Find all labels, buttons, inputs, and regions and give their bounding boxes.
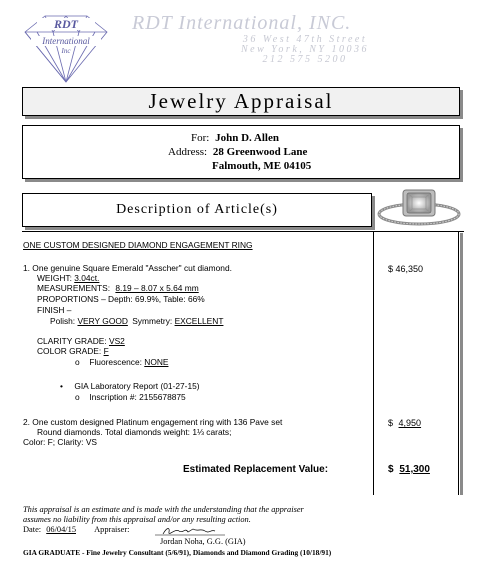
description-header [22, 193, 372, 227]
ring-photo [375, 186, 463, 228]
recipient-city: Falmouth, ME 04105 [212, 160, 312, 172]
company-address [40, 35, 500, 65]
polish-label: Polish: [50, 316, 76, 326]
table-shadow [460, 233, 463, 495]
title-banner [22, 87, 460, 116]
item2-line2: Round diamonds. Total diamonds weight: 1⅓ carats; [37, 427, 232, 437]
clarity-label: CLARITY GRADE: [37, 336, 107, 346]
total-amount: 51,300 [399, 464, 430, 475]
color-label: COLOR GRADE: [37, 346, 102, 356]
item1-inscription [75, 392, 186, 402]
appraiser-name: Jordan Noha, G.G. (GIA) [160, 537, 246, 546]
item1-polish [50, 316, 223, 326]
symmetry-value: EXCELLENT [174, 316, 224, 326]
disclaimer-line-2: assumes no liability from this appraisal and/or any resulting action. [23, 515, 251, 524]
recipient-box [22, 125, 460, 179]
item2-line3: Color: F; Clarity: VS [23, 437, 97, 447]
gia-report-text: GIA Laboratory Report (01-27-15) [74, 381, 200, 391]
price-column-divider [373, 231, 374, 495]
fluorescence-bullet: o [75, 357, 80, 367]
symmetry-label: Symmetry: [132, 316, 173, 326]
page-title: Jewelry Appraisal [148, 89, 334, 113]
inscription-text: Inscription #: 2155678875 [89, 392, 186, 402]
appraiser-signature [155, 525, 225, 537]
fluorescence-value: NONE [144, 357, 169, 367]
item1-proportions: PROPORTIONS – Depth: 69.9%, Table: 66% [37, 294, 205, 304]
logo-text-inc: Inc [61, 47, 71, 55]
item1-color [37, 346, 109, 356]
item1-measurements [37, 283, 199, 293]
table-right-border [458, 231, 459, 495]
item2-price-value: 4,950 [398, 418, 422, 428]
appraiser-credentials: GIA GRADUATE - Fine Jewelry Consultant (5/6/91), Diamonds and Diamond Grading (10/18/91) [23, 548, 332, 557]
recipient-street: 28 Greenwood Lane [212, 146, 308, 158]
inscription-bullet: o [75, 392, 80, 402]
item2-price [388, 418, 421, 428]
table-top-rule [22, 231, 464, 232]
appraiser-label: Appraiser: [94, 525, 130, 534]
item1-line: 1. One genuine Square Emerald "Asscher" cut diamond. [23, 263, 232, 273]
item2-price-symbol: $ [388, 418, 394, 428]
logo-text-bottom: International [42, 36, 90, 46]
logo-text-top: RDT [54, 17, 78, 31]
article-heading: ONE CUSTOM DESIGNED DIAMOND ENGAGEMENT RING [23, 240, 253, 250]
item1-finish: FINISH – [37, 305, 72, 315]
description-title: Description of Article(s) [116, 202, 278, 217]
item1-price: $ 46,350 [388, 264, 424, 274]
weight-value: 3.04ct. [74, 273, 100, 283]
measurements-label: MEASUREMENTS: [37, 283, 111, 293]
recipient-name: John D. Allen [215, 132, 279, 144]
total-value [388, 464, 430, 475]
item1-weight [37, 273, 99, 283]
gia-bullet: • [60, 381, 63, 391]
company-phone: 212 575 5200 [262, 54, 348, 65]
company-name: RDT International, INC. [132, 12, 352, 34]
date-value: 06/04/15 [46, 525, 77, 534]
address-line-1: 36 West 47th Street [242, 34, 368, 45]
measurements-value: 8.19 – 8.07 x 5.64 mm [115, 283, 199, 293]
item1-clarity [37, 336, 125, 346]
disclaimer-line-1: This appraisal is an estimate and is made with the understanding that the appraiser [23, 505, 304, 514]
for-label: For: [191, 132, 210, 144]
polish-value: VERY GOOD [77, 316, 128, 326]
total-symbol: $ [388, 464, 394, 475]
date-row [23, 525, 129, 535]
address-label: Address: [168, 146, 208, 158]
weight-label: WEIGHT: [37, 273, 72, 283]
item1-fluorescence [75, 357, 168, 367]
total-label: Estimated Replacement Value: [183, 464, 329, 475]
date-label: Date: [23, 525, 42, 534]
color-value: F [103, 346, 109, 356]
fluorescence-label: Fluorescence: [89, 357, 142, 367]
item2-line1: 2. One custom designed Platinum engagement ring with 136 Pave set [23, 417, 283, 427]
address-line-2: New York, NY 10036 [241, 44, 369, 55]
clarity-value: VS2 [108, 336, 125, 346]
item1-gia-report [60, 381, 200, 391]
